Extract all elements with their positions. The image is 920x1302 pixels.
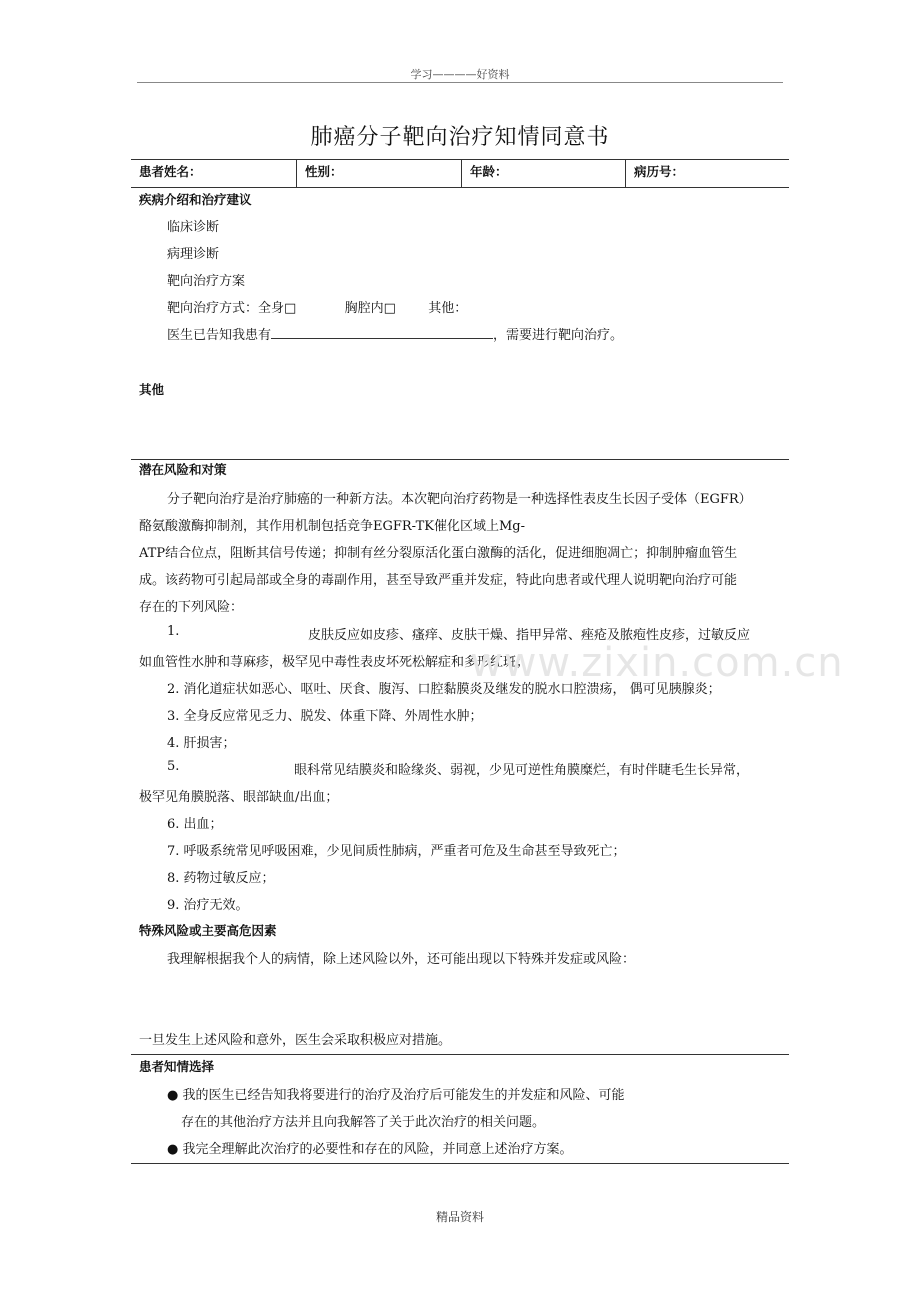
patient-info-row — [131, 159, 789, 188]
bullet-icon: ● — [167, 1088, 179, 1103]
choice-item-1 — [167, 1084, 625, 1103]
risk-item-8: 8. 药物过敏反应； — [167, 871, 275, 886]
risk-intro-line: 分子靶向治疗是治疗肺癌的一种新方法。本次靶向治疗药物是一种选择性表皮生长因子受体（EGFR） — [167, 492, 752, 507]
risk-item-4: 4. 肝损害； — [167, 736, 236, 751]
whole-body-checkbox[interactable]: □ — [284, 301, 297, 316]
divider — [131, 1163, 789, 1164]
other-method-label: 其他： — [428, 301, 468, 316]
risk-item-5-number: 5. — [167, 759, 180, 774]
risk-intro-line: ATP结合位点，阻断其信号传递；抑制有丝分裂原活化蛋白激酶的活化，促进细胞凋亡；抑制肿瘤血管生 — [139, 546, 738, 561]
section-informed-choice-title: 患者知情选择 — [139, 1059, 215, 1074]
risk-intro-line: 酪氨酸激酶抑制剂，其作用机制包括竞争EGFR-TK催化区域上Mg- — [139, 519, 526, 534]
chest-checkbox[interactable]: □ — [383, 301, 396, 316]
special-risk-text: 我理解根据我个人的病情，除上述风险以外，还可能出现以下特殊并发症或风险： — [167, 952, 636, 967]
risk-item-5-cont: 极罕见角膜脱落、眼部缺血/出血； — [139, 790, 339, 805]
pathology-diagnosis-label: 病理诊断 — [167, 247, 220, 262]
informed-suffix: ，需要进行靶向治疗。 — [493, 328, 624, 343]
section-disease-intro-title: 疾病介绍和治疗建议 — [139, 192, 252, 207]
treatment-method-row — [167, 297, 467, 316]
risk-item-1-number: 1. — [167, 624, 180, 639]
disease-blank-field[interactable] — [271, 324, 493, 339]
risk-item-9: 9. 治疗无效。 — [167, 898, 249, 913]
watermark: www.zixin.com.cn — [470, 640, 844, 686]
header-rule — [137, 82, 783, 83]
risk-item-1-cont: 如血管性水肿和荨麻疹，极罕见中毒性表皮坏死松解症和多形红斑； — [139, 655, 530, 670]
section-other-title: 其他 — [139, 382, 165, 397]
age-field[interactable]: 年龄： — [462, 160, 626, 187]
risk-item-2: 2. 消化道症状如恶心、呕吐、厌食、腹泻、口腔黏膜炎及继发的脱水口腔溃疡， 偶可见胰腺炎； — [167, 682, 721, 697]
page-header: 学习————好资料 — [410, 68, 510, 81]
choice-item-1-cont: 存在的其他治疗方法并且向我解答了关于此次治疗的相关问题。 — [181, 1115, 546, 1130]
patient-name-field[interactable]: 患者姓名： — [131, 160, 297, 187]
divider — [131, 459, 789, 460]
section-special-risk-title: 特殊风险或主要高危因素 — [139, 923, 277, 938]
chest-label: 胸腔内 — [344, 301, 384, 316]
choice-item-1-text: 我的医生已经告知我将要进行的治疗及治疗后可能发生的并发症和风险、可能 — [182, 1088, 625, 1103]
gender-field[interactable]: 性别： — [297, 160, 462, 187]
risk-item-7: 7. 呼吸系统常见呼吸困难，少见间质性肺病，严重者可危及生命甚至导致死亡； — [167, 844, 626, 859]
risk-item-5: 眼科常见结膜炎和睑缘炎、弱视，少见可逆性角膜糜烂，有时伴睫毛生长异常， — [294, 763, 750, 778]
risk-item-3: 3. 全身反应常见乏力、脱发、体重下降、外周性水肿； — [167, 709, 483, 724]
page-footer: 精品资料 — [435, 1210, 484, 1224]
section-risks-title: 潜在风险和对策 — [139, 462, 227, 477]
choice-item-2 — [167, 1138, 573, 1157]
bullet-icon: ● — [167, 1142, 179, 1157]
risk-item-1: 皮肤反应如皮疹、瘙痒、皮肤干燥、指甲异常、痤疮及脓疱性皮疹，过敏反应 — [308, 628, 751, 643]
document-title: 肺癌分子靶向治疗知情同意书 — [310, 125, 610, 150]
divider — [131, 1054, 789, 1055]
targeted-plan-label: 靶向治疗方案 — [167, 274, 246, 289]
informed-prefix: 医生已告知我患有 — [167, 328, 272, 343]
choice-item-2-text: 我完全理解此次治疗的必要性和存在的风险，并同意上述治疗方案。 — [182, 1142, 573, 1157]
risk-intro-line: 成。该药物可引起局部或全身的毒副作用，甚至导致严重并发症，特此向患者或代理人说明靶向治疗可能 — [139, 573, 738, 588]
risk-intro-line: 存在的下列风险： — [139, 600, 244, 615]
method-label: 靶向治疗方式：全身 — [167, 301, 285, 316]
closing-statement: 一旦发生上述风险和意外，医生会采取积极应对措施。 — [139, 1033, 452, 1048]
record-number-field[interactable]: 病历号： — [634, 164, 685, 179]
risk-item-6: 6. 出血； — [167, 817, 223, 832]
clinical-diagnosis-label: 临床诊断 — [167, 220, 220, 235]
informed-statement — [167, 324, 623, 343]
